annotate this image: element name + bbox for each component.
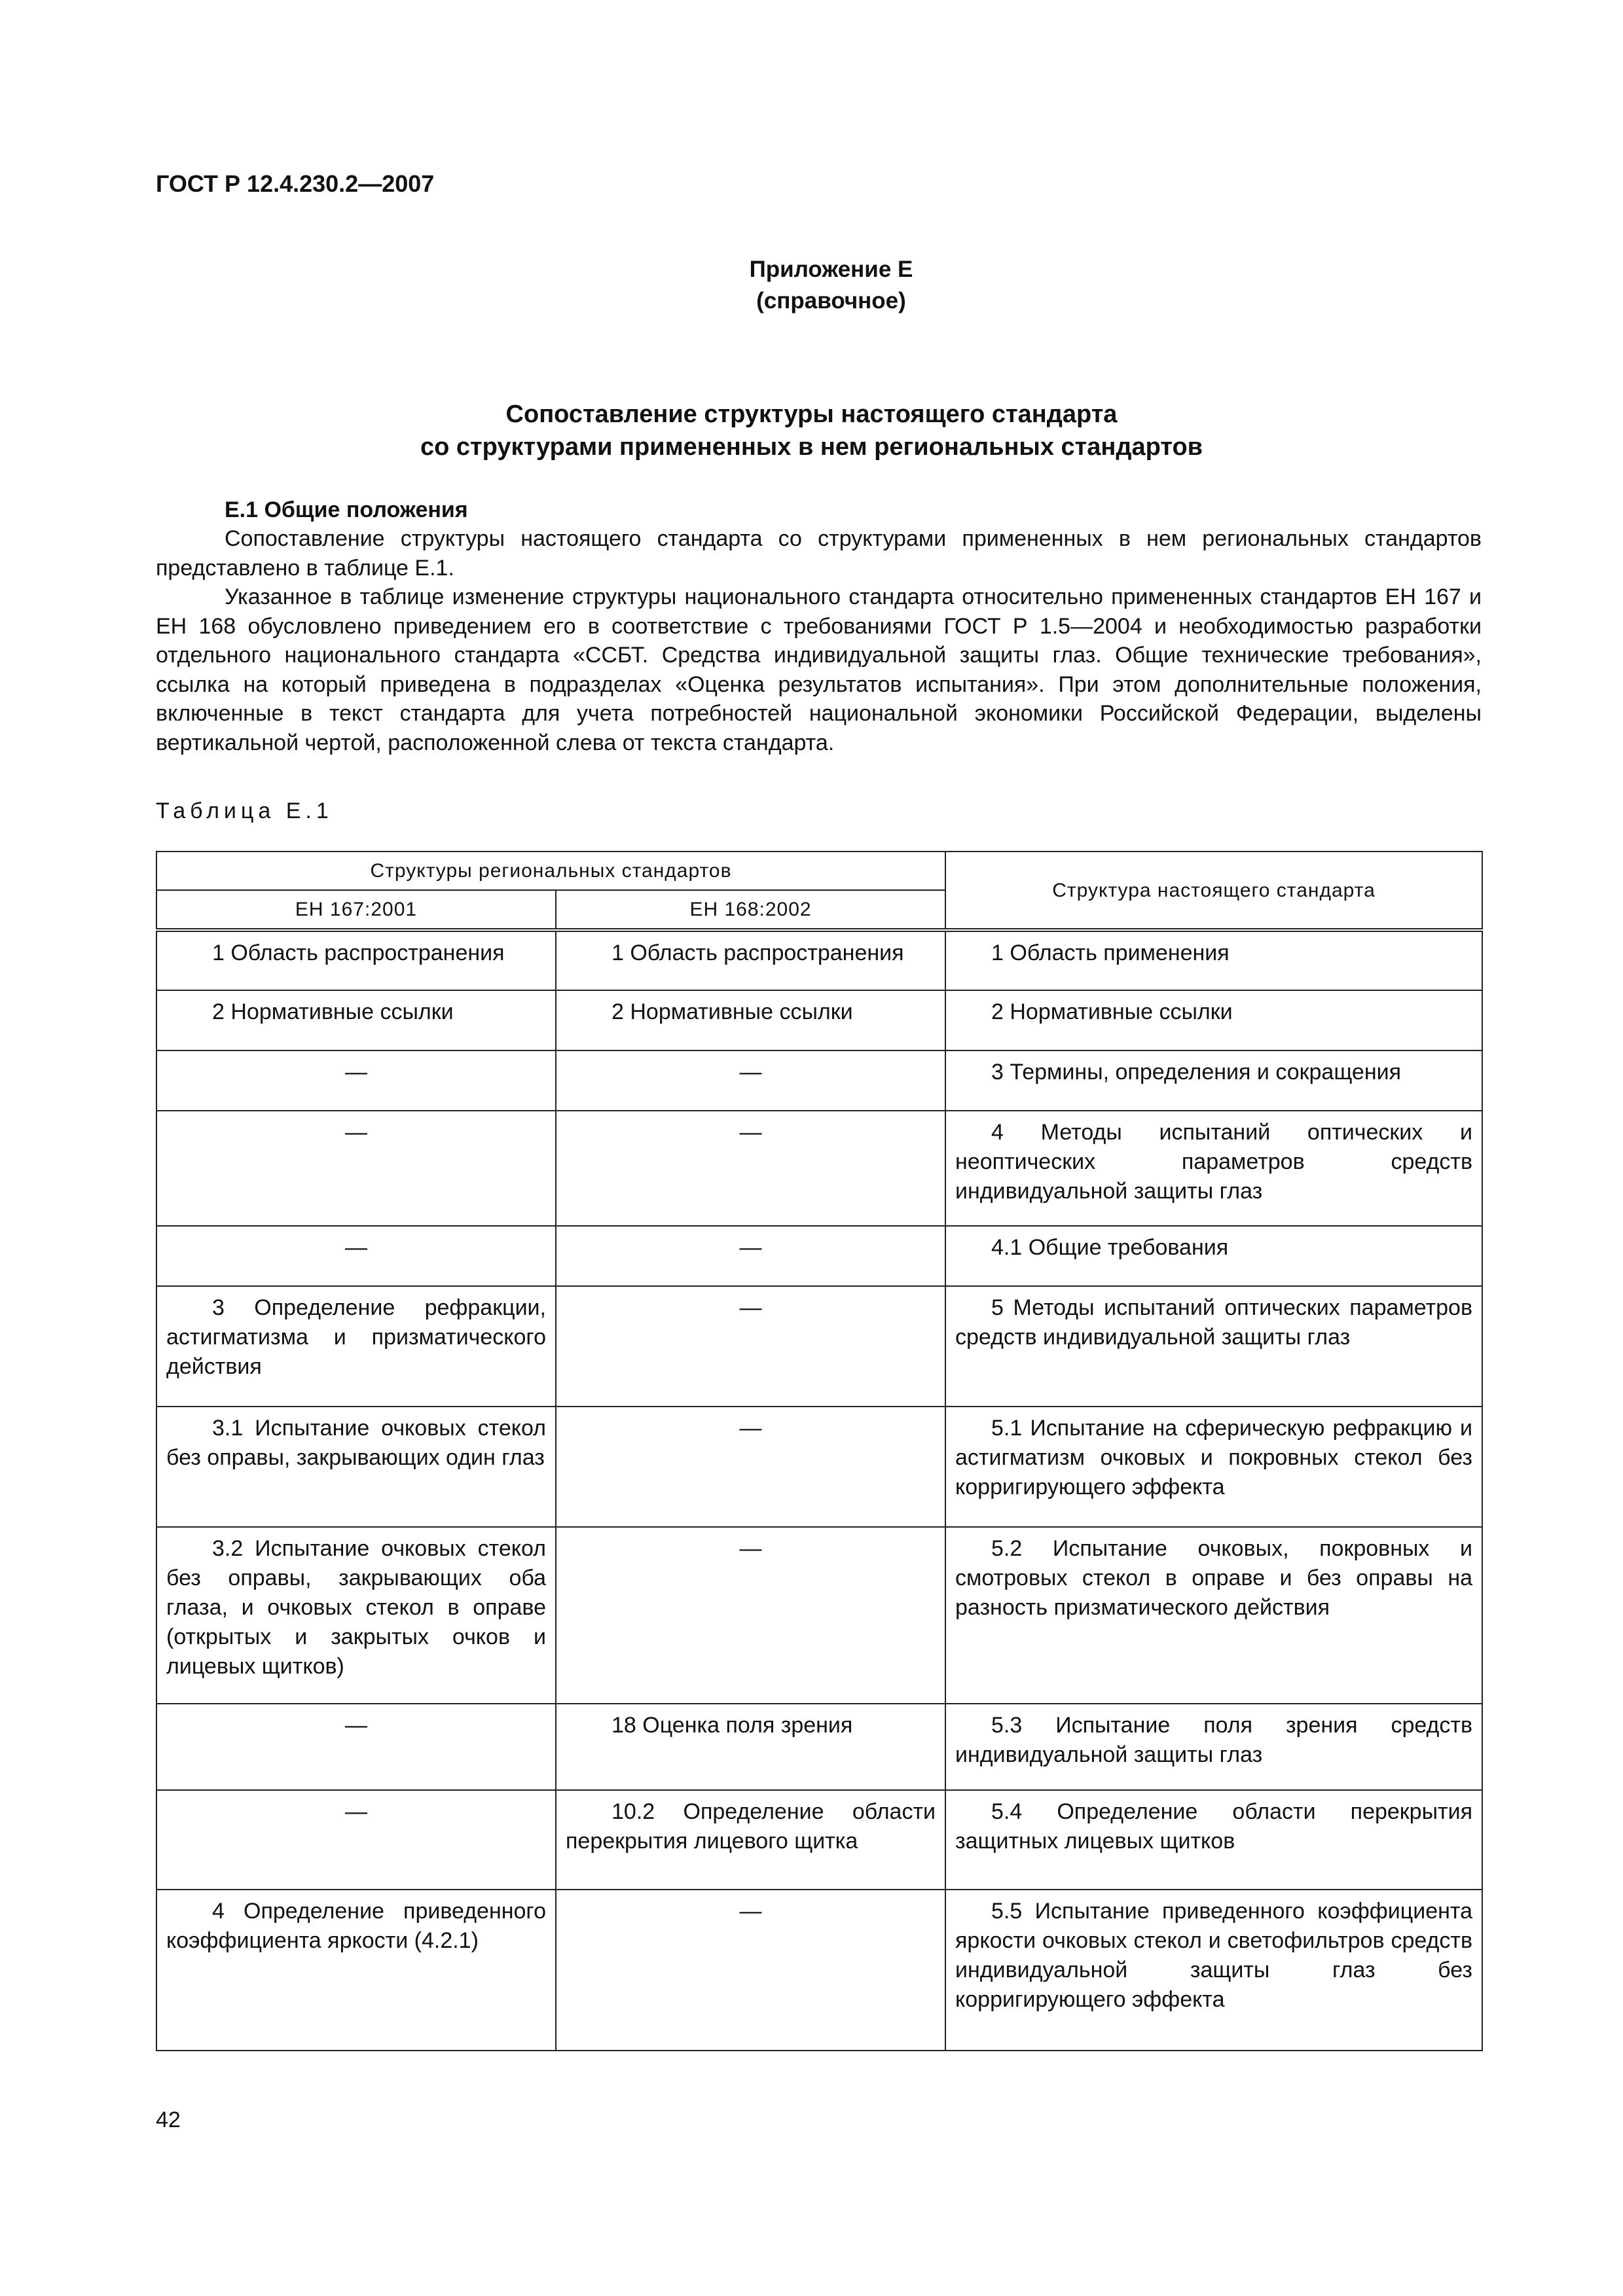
- header-group: Структуры региональных стандартов: [156, 852, 945, 890]
- table-cell-c1: —: [156, 1704, 556, 1790]
- table-cell-c3: 2 Нормативные ссылки: [945, 990, 1482, 1050]
- table-row: [156, 1226, 1482, 1286]
- header-col2: ЕН 168:2002: [556, 890, 945, 930]
- table-row: [156, 990, 1482, 1050]
- table-cell-c1: 2 Нормативные ссылки: [156, 990, 556, 1050]
- table-caption: Таблица Е.1: [156, 798, 333, 823]
- header-col3: Структура настоящего стандарта: [945, 852, 1482, 930]
- section-general: [156, 495, 1482, 757]
- table-row: [156, 930, 1482, 990]
- table-cell-c2: —: [556, 1407, 945, 1527]
- table-cell-c2: —: [556, 1890, 945, 2051]
- table-cell-c3: 5.4 Определение области перекрытия защитных лицевых щитков: [945, 1790, 1482, 1890]
- table-cell-c3: 5.5 Испытание приведенного коэффициента яркости очковых стекол и светофильтров средств индивидуальной защиты глаз без корригирующего эффекта: [945, 1890, 1482, 2051]
- appendix-heading: [0, 254, 1623, 317]
- title-line-1: Сопоставление структуры настоящего стандарта: [505, 401, 1118, 428]
- paragraph-1: Сопоставление структуры настоящего стандарта со структурами примененных в нем региональных стандартов представлено в таблице Е.1.: [156, 526, 1482, 581]
- table-cell-c3: 4.1 Общие требования: [945, 1226, 1482, 1286]
- table-row: [156, 1527, 1482, 1704]
- table-cell-c1: 4 Определение приведенного коэффициента яркости (4.2.1): [156, 1890, 556, 2051]
- document-code: ГОСТ Р 12.4.230.2—2007: [156, 170, 435, 197]
- table-row: [156, 1407, 1482, 1527]
- appendix-label: Приложение Е: [749, 257, 913, 282]
- table-row: [156, 1704, 1482, 1790]
- table-cell-c1: —: [156, 1790, 556, 1890]
- table-cell-c2: 18 Оценка поля зрения: [556, 1704, 945, 1790]
- table-cell-c1: 1 Область распространения: [156, 930, 556, 990]
- table-cell-c1: 3 Определение рефракции, астигматизма и призматического действия: [156, 1286, 556, 1407]
- table-cell-c3: 5.2 Испытание очковых, покровных и смотровых стекол в оправе и без оправы на разность призматического действия: [945, 1527, 1482, 1704]
- table-cell-c2: 10.2 Определение области перекрытия лицевого щитка: [556, 1790, 945, 1890]
- section-heading: Е.1 Общие положения: [225, 497, 468, 522]
- paragraph-2: Указанное в таблице изменение структуры национального стандарта относительно примененных стандартов ЕН 167 и ЕН 168 обусловлено приведением его в соответствие с требованиями ГОСТ Р 1.5—2004 и необходимостью разработки отдельного национального стандарта «ССБТ. Средства индивидуальной защиты глаз. Общие технические требования», ссылка на который приведена в подразделах «Оценка результатов испытания». При этом дополнительные положения, включенные в текст стандарта для учета потребностей национальной экономики Российской Федерации, выделены вертикальной чертой, расположенной слева от текста стандарта.: [156, 584, 1482, 755]
- table-cell-c3: 5.1 Испытание на сферическую рефракцию и астигматизм очковых и покровных стекол без корригирующего эффекта: [945, 1407, 1482, 1527]
- table-cell-c2: —: [556, 1527, 945, 1704]
- table-cell-c2: —: [556, 1286, 945, 1407]
- page-title: [0, 398, 1623, 463]
- page-number: 42: [156, 2108, 181, 2132]
- table-cell-c2: —: [556, 1226, 945, 1286]
- table-row: [156, 1111, 1482, 1226]
- table-cell-c3: 5 Методы испытаний оптических параметров средств индивидуальной защиты глаз: [945, 1286, 1482, 1407]
- table-cell-c3: 5.3 Испытание поля зрения средств индивидуальной защиты глаз: [945, 1704, 1482, 1790]
- table-cell-c2: 1 Область распространения: [556, 930, 945, 990]
- table-row: [156, 1050, 1482, 1111]
- table-row: [156, 1286, 1482, 1407]
- table-cell-c3: 3 Термины, определения и сокращения: [945, 1050, 1482, 1111]
- table-cell-c2: 2 Нормативные ссылки: [556, 990, 945, 1050]
- table-cell-c1: —: [156, 1111, 556, 1226]
- table-cell-c3: 1 Область применения: [945, 930, 1482, 990]
- title-line-2: со структурами примененных в нем региональных стандартов: [420, 433, 1203, 461]
- table-cell-c2: —: [556, 1111, 945, 1226]
- table-cell-c3: 4 Методы испытаний оптических и неоптических параметров средств индивидуальной защиты глаз: [945, 1111, 1482, 1226]
- table-row: [156, 1790, 1482, 1890]
- comparison-table: [156, 851, 1483, 2051]
- table-cell-c1: 3.1 Испытание очковых стекол без оправы, закрывающих один глаз: [156, 1407, 556, 1527]
- header-col1: ЕН 167:2001: [156, 890, 556, 930]
- table-cell-c1: —: [156, 1050, 556, 1111]
- table-cell-c2: —: [556, 1050, 945, 1111]
- appendix-type: (справочное): [756, 288, 906, 314]
- table-cell-c1: —: [156, 1226, 556, 1286]
- table-row: [156, 1890, 1482, 2051]
- table-cell-c1: 3.2 Испытание очковых стекол без оправы, закрывающих оба глаза, и очковых стекол в оправе (открытых и закрытых очков и лицевых щитков): [156, 1527, 556, 1704]
